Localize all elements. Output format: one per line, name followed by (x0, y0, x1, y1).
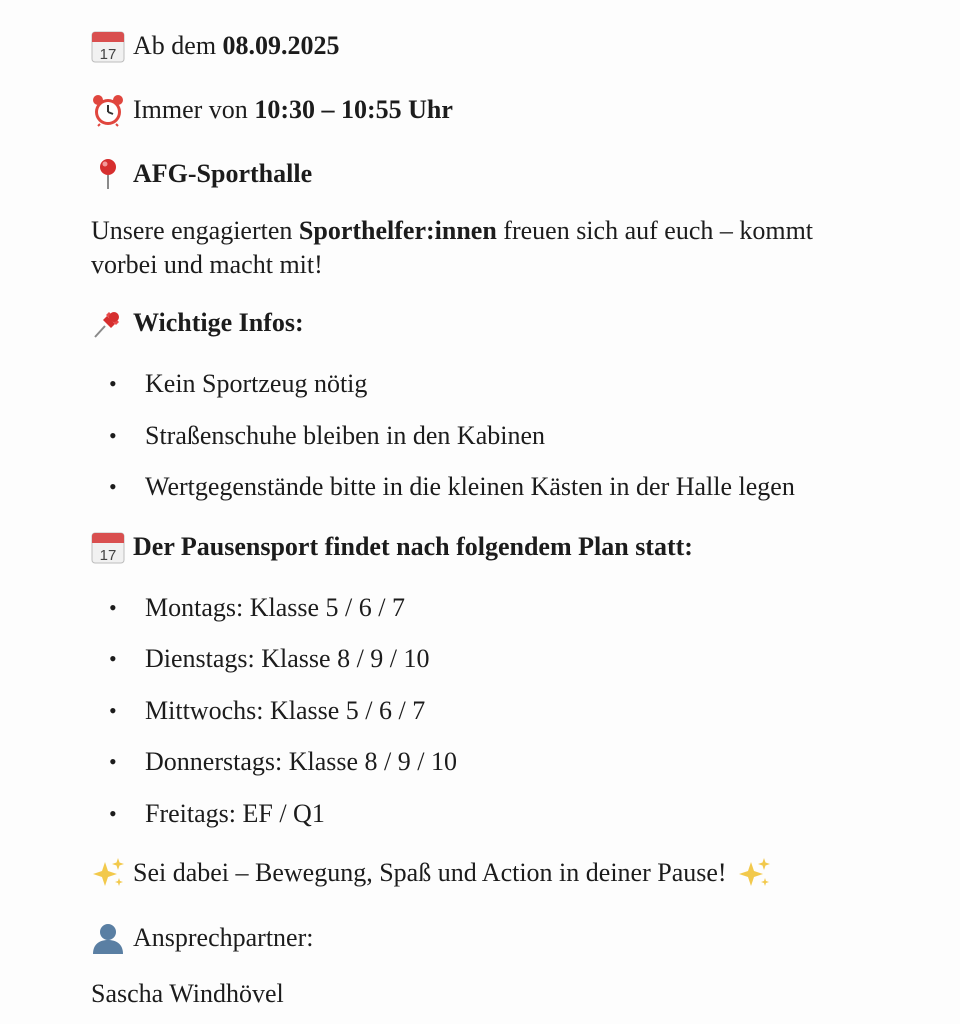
svg-text:17: 17 (99, 547, 117, 564)
alarm-clock-icon (91, 93, 125, 127)
round-pushpin-icon (91, 157, 125, 191)
start-date: 08.09.2025 (222, 31, 340, 60)
intro-bold: Sporthelfer:innen (298, 216, 497, 245)
start-prefix: Ab dem (133, 31, 217, 60)
plan-item-text: Mittwochs: Klasse 5 / 6 / 7 (145, 696, 426, 725)
intro-after: freuen sich auf euch – kommt vorbei und macht mit! (91, 216, 814, 279)
contact-name-line (91, 977, 284, 1011)
slogan-text: Sei dabei – Bewegung, Spaß und Action in deiner Pause! (133, 858, 727, 887)
time-prefix: Immer von (133, 95, 248, 124)
bullet: • (109, 801, 117, 826)
slogan-line (91, 856, 771, 890)
plan-heading: Der Pausensport findet nach folgendem Plan statt: (133, 532, 693, 561)
bullet: • (109, 749, 117, 774)
plan-heading-line (91, 530, 693, 564)
contact-label: Ansprechpartner: (133, 923, 314, 952)
sparkles-icon (737, 856, 771, 890)
info-item-text: Straßenschuhe bleiben in den Kabinen (145, 421, 545, 450)
plan-item-text: Montags: Klasse 5 / 6 / 7 (145, 593, 405, 622)
bullet: • (109, 371, 117, 396)
intro-paragraph (91, 214, 881, 282)
contact-line (91, 921, 313, 955)
infos-heading: Wichtige Infos: (133, 308, 304, 337)
plan-item-text: Freitags: EF / Q1 (145, 799, 325, 828)
calendar-icon (91, 29, 125, 63)
info-item-text: Kein Sportzeug nötig (145, 369, 368, 398)
pushpin-icon (91, 306, 125, 340)
start-date-line (91, 29, 340, 63)
location-name: AFG-Sporthalle (133, 159, 313, 188)
time-line (91, 93, 453, 127)
plan-item-text: Dienstags: Klasse 8 / 9 / 10 (145, 644, 430, 673)
infos-heading-line (91, 306, 304, 340)
location-line (91, 157, 312, 191)
svg-text:17: 17 (99, 46, 117, 63)
contact-name: Sascha Windhövel (91, 979, 284, 1008)
intro-before: Unsere engagierten (91, 216, 293, 245)
plan-item-text: Donnerstags: Klasse 8 / 9 / 10 (145, 747, 457, 776)
sparkles-icon (91, 856, 125, 890)
bullet: • (109, 595, 117, 620)
bullet: • (109, 698, 117, 723)
info-item-text: Wertgegenstände bitte in die kleinen Kästen in der Halle legen (145, 472, 795, 501)
bullet: • (109, 423, 117, 448)
bullet: • (109, 474, 117, 499)
bust-in-silhouette-icon (91, 921, 125, 955)
bullet: • (109, 646, 117, 671)
time-value: 10:30 – 10:55 Uhr (254, 95, 453, 124)
calendar-icon (91, 530, 125, 564)
